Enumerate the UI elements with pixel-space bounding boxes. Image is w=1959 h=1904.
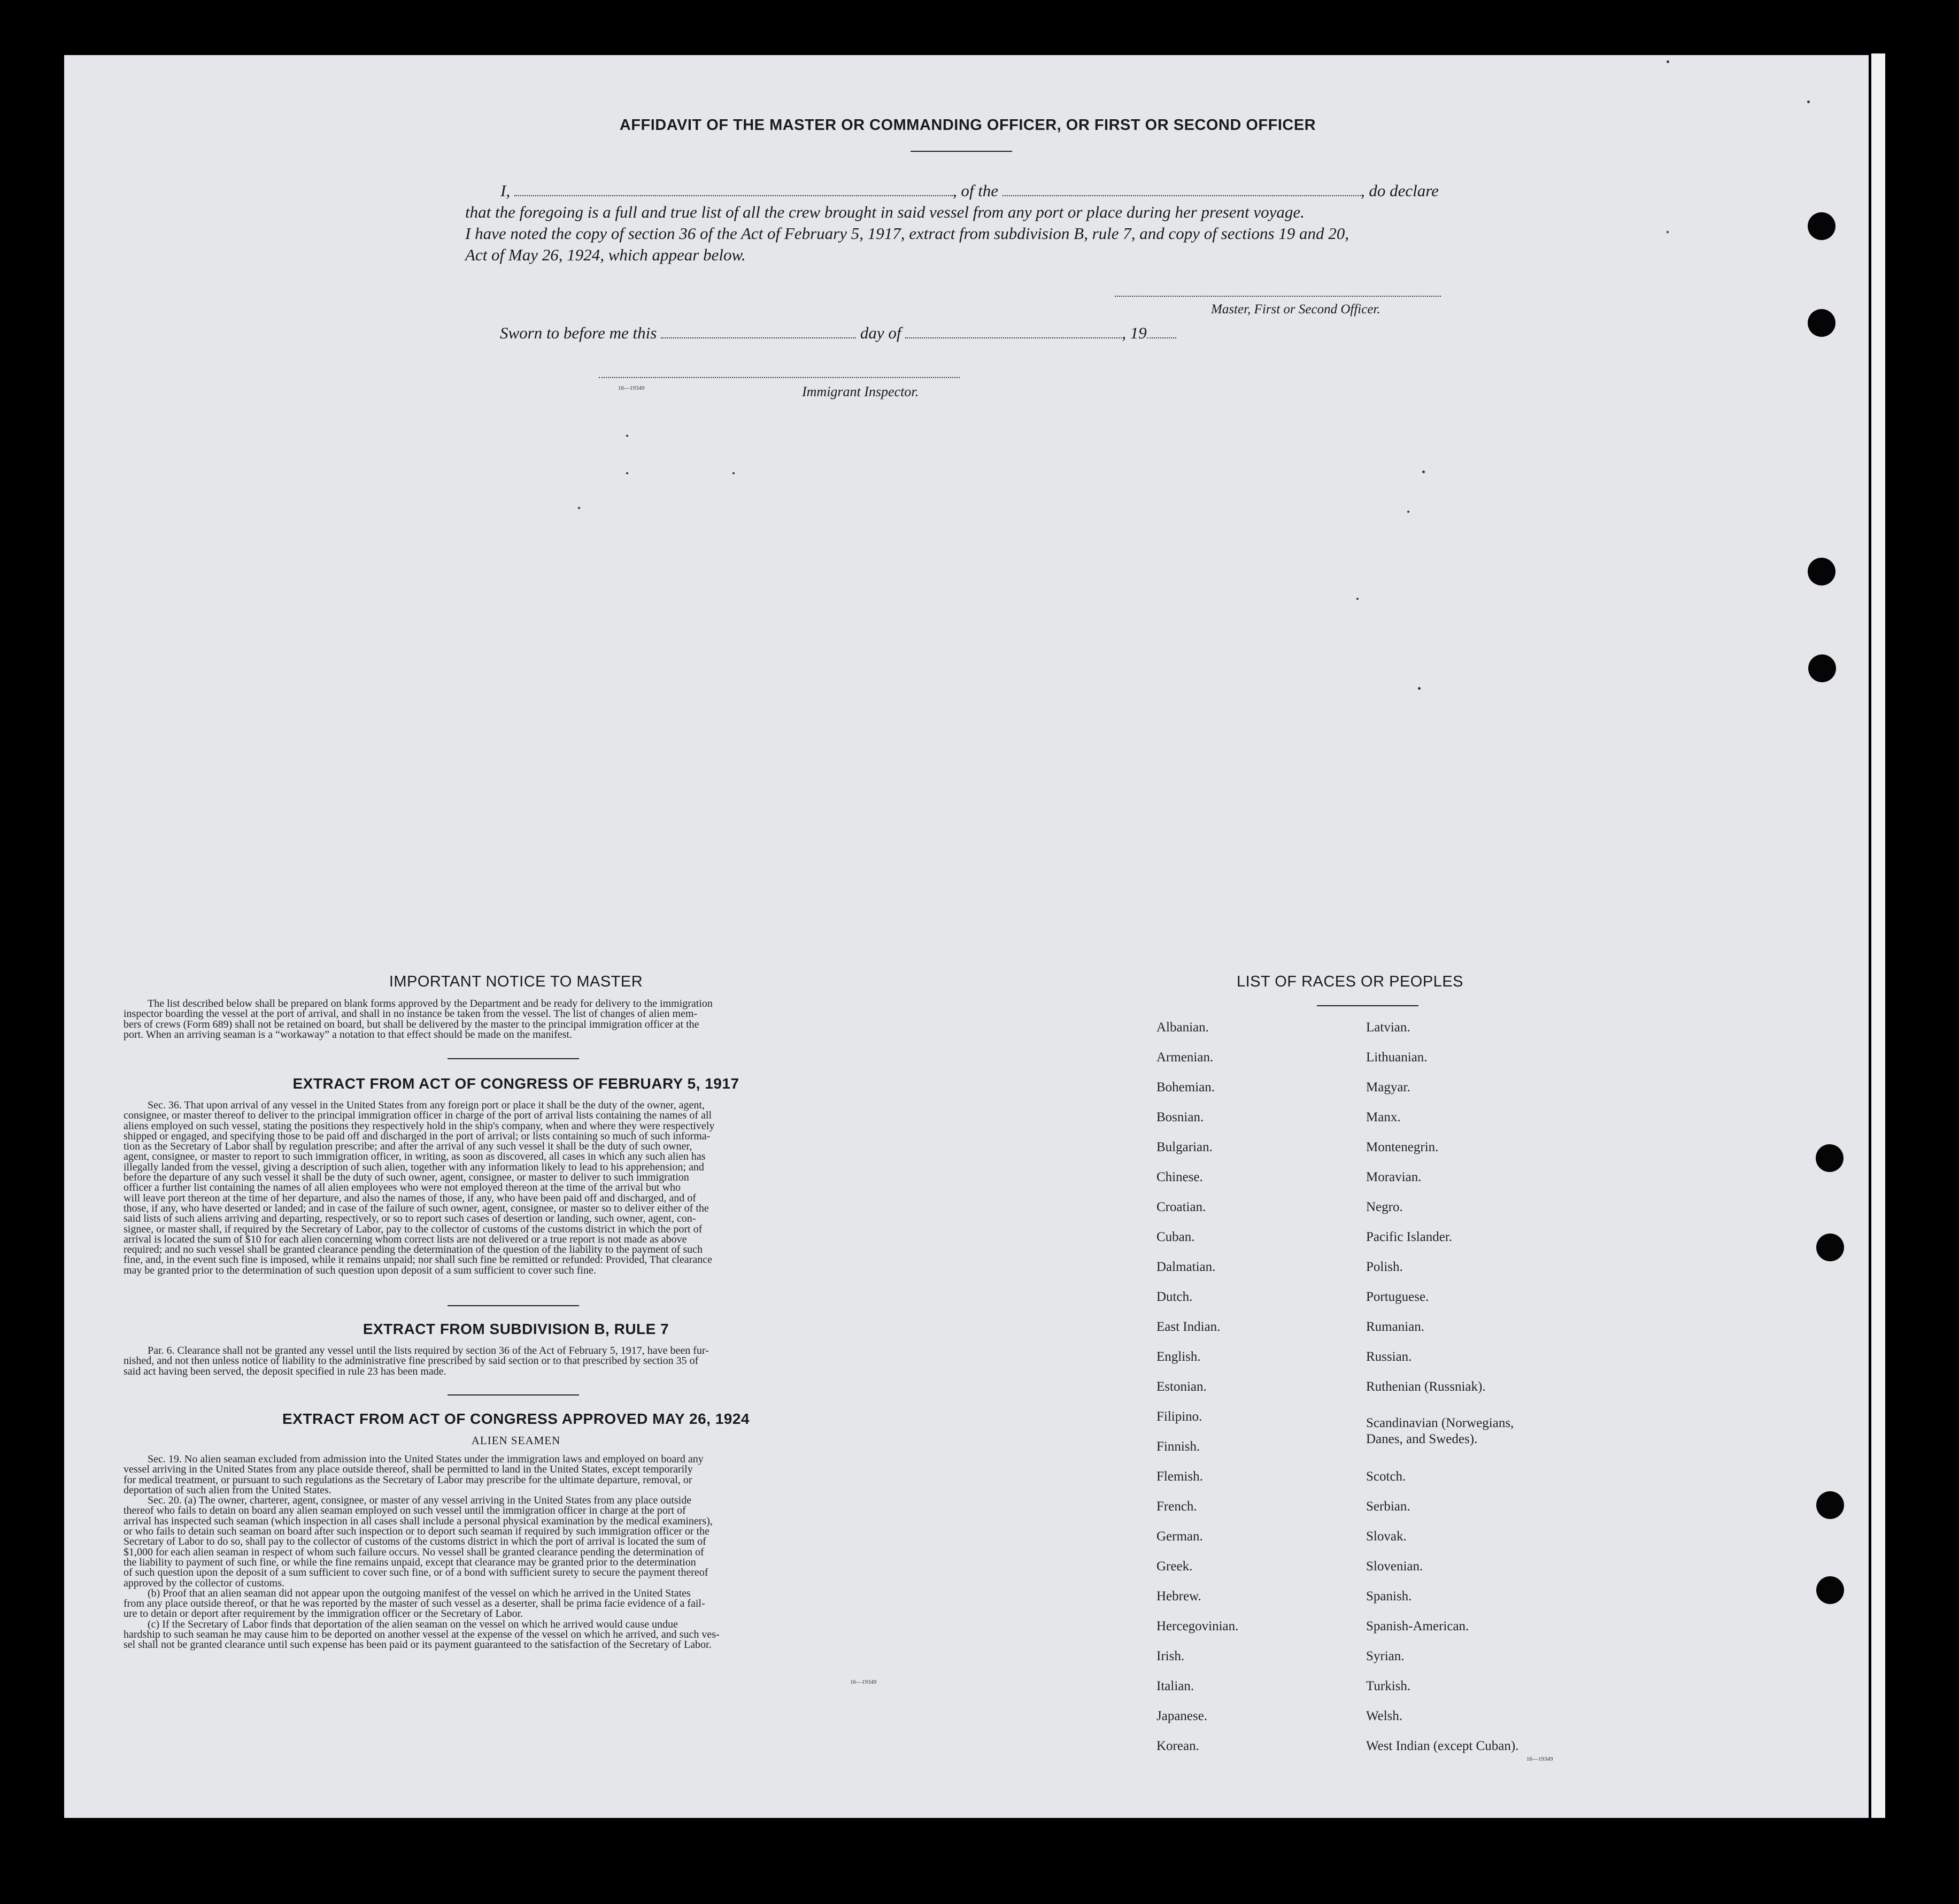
rule-7-line: nished, and not then unless notice of liability to the administrative fine prescribed by said section or to that prescribed by section 35 of (124, 1355, 699, 1367)
extract-1924-line: Sec. 20. (a) The owner, charterer, agent, consignee, or master of any vessel arriving in the United States from any place outside (148, 1494, 692, 1507)
race-item: Dutch. (1156, 1290, 1193, 1304)
notice-title: IMPORTANT NOTICE TO MASTER (389, 973, 643, 990)
notice-line: port. When an arriving seaman is a “workaway” a notation to that effect should be made on the manifest. (124, 1028, 572, 1040)
speck (626, 435, 628, 437)
divider (448, 1305, 579, 1306)
race-item: Polish. (1366, 1260, 1403, 1274)
extract-1917-line: arrival is located the sum of $10 for each alien concerning whom correct lists are not delivered or a true report is not made as above (124, 1233, 687, 1245)
race-item: Hercegovinian. (1156, 1619, 1239, 1633)
rule-7-title: EXTRACT FROM SUBDIVISION B, RULE 7 (363, 1321, 669, 1337)
race-item: Ruthenian (Russniak). (1366, 1379, 1486, 1394)
affidavit-declare: , do declare (1360, 181, 1439, 200)
divider (448, 1394, 579, 1396)
affidavit-line-4: Act of May 26, 1924, which appear below. (465, 245, 746, 264)
race-item: Korean. (1156, 1739, 1199, 1753)
speck (626, 472, 628, 474)
races-title: LIST OF RACES OR PEOPLES (1236, 973, 1464, 990)
extract-1917-line: before the departure of any such vessel it shall be the duty of such owner, agent, consignee, or master to deliver to such immigration (124, 1171, 689, 1184)
sworn-label: Sworn to before me this (500, 323, 657, 342)
speck (1667, 60, 1669, 63)
extract-1924-line: vessel arriving in the United States from any place outside thereof, shall be permitted to land in the United States, except temporarily (124, 1463, 693, 1476)
race-item: Russian. (1366, 1350, 1412, 1364)
master-signature-label: Master, First or Second Officer. (1211, 302, 1380, 317)
punch-hole (1816, 1144, 1844, 1172)
extract-1924-line: for medical treatment, or pursuant to such regulations as the Secretary of Labor may prescribe for the ultimate departure, removal, or (124, 1474, 692, 1486)
race-item: Turkish. (1366, 1679, 1411, 1693)
punch-hole (1816, 1576, 1844, 1604)
sworn-day-of: day of (860, 323, 901, 342)
sworn-line (500, 322, 1302, 344)
race-item: Irish. (1156, 1649, 1185, 1663)
extract-1917-line: will leave port thereon at the time of her departure, and also the names of those, if any, who have been paid off and discharged, and of (124, 1192, 696, 1204)
notice-line: bers of crews (Form 689) shall not be retained on board, but shall be delivered by the master to the principal immigration officer at the (124, 1018, 699, 1030)
race-item: Bulgarian. (1156, 1140, 1213, 1154)
form-number: 16—19349 (850, 1679, 877, 1685)
extract-1924-line: from any place outside thereof, or that he was reported by the master of such vessel as a deserter, shall be prima facie evidence of a fail- (124, 1598, 705, 1610)
sworn-day-field[interactable] (661, 337, 856, 338)
extract-1924-line: or who fails to detain such seaman on board after such inspection or to deport such seaman if required by such immigration officer or the (124, 1525, 709, 1538)
punch-hole (1816, 1491, 1844, 1519)
race-item: Japanese. (1156, 1709, 1208, 1723)
divider (448, 1058, 579, 1059)
punch-hole (1808, 654, 1836, 682)
extract-1924-line: Secretary of Labor to do so, shall pay to the collector of customs of the customs district in which the port of arrival is located the sum of (124, 1536, 706, 1548)
race-item: Greek. (1156, 1559, 1193, 1574)
race-item: Estonian. (1156, 1379, 1207, 1394)
race-item: English. (1156, 1350, 1201, 1364)
notice-text (124, 999, 903, 1040)
race-item: Syrian. (1366, 1649, 1405, 1663)
race-item: Danes, and Swedes). (1366, 1432, 1478, 1446)
extract-1924-line: (c) If the Secretary of Labor finds that deportation of the alien seaman on the vessel on which he arrived would cause undue (148, 1618, 678, 1630)
race-item: German. (1156, 1529, 1203, 1544)
vessel-field[interactable] (1002, 195, 1361, 196)
extract-1924-line: the liability to payment of such fine, or while the fine remains unpaid, except that clearance may be granted prior to the determination (124, 1556, 696, 1568)
extract-1924-line: thereof who fails to detain on board any alien seaman employed on such vessel until the immigration officer in charge at the port of (124, 1505, 686, 1517)
punch-hole (1808, 558, 1835, 585)
form-number: 16—19349 (618, 385, 645, 391)
race-item: Finnish. (1156, 1439, 1200, 1454)
extract-1924-line: Sec. 19. No alien seaman excluded from admission into the United States under the immigration laws and employed on board any (148, 1453, 704, 1465)
extract-1924-line: of such question upon the deposit of a sum sufficient to cover such fine, or of a bond with sufficient surety to secure the payment thereof (124, 1567, 708, 1579)
sworn-year-field[interactable] (1147, 337, 1176, 338)
sworn-month-field[interactable] (905, 337, 1122, 338)
extract-1924-line: deportation of such alien from the United States. (124, 1484, 331, 1496)
extract-1917-line: said lists of such aliens arriving and departing, respectively, or so to report such cases of desertion or landing, such owner, agent, con- (124, 1213, 696, 1225)
race-item: Italian. (1156, 1679, 1194, 1693)
extract-1917-line: fine, and, in the event such fine is imposed, while it remains unpaid; nor shall such fine be remitted or refunded: Provided, That clearance (124, 1254, 712, 1266)
race-item: Lithuanian. (1366, 1050, 1428, 1065)
race-item: Welsh. (1366, 1709, 1403, 1723)
extract-1924-line: hardship to such seaman he may cause him to be deported on another vessel at the expense of the vessel on which he arrived, and such ves- (124, 1629, 720, 1641)
race-item: Montenegrin. (1366, 1140, 1439, 1154)
rule-7-line: said act having been served, the deposit specified in rule 23 has been made. (124, 1365, 446, 1377)
divider (1317, 1005, 1418, 1006)
race-item: Negro. (1366, 1200, 1403, 1214)
extract-1917-line: tion as the Secretary of Labor shall by regulation prescribe; and after the arrival of any such vessel it shall be the duty of such owner, (124, 1140, 692, 1153)
speck (1807, 101, 1810, 103)
name-field[interactable] (514, 195, 953, 196)
race-item: Serbian. (1366, 1499, 1410, 1514)
race-item: Scotch. (1366, 1469, 1406, 1484)
rule-7-text (124, 1346, 903, 1377)
affidavit-line-3: I have noted the copy of section 36 of the Act of February 5, 1917, extract from subdivision B, rule 7, and copy of sections 19 and 20, (465, 224, 1349, 243)
race-item: Spanish. (1366, 1589, 1412, 1604)
page-edge (1871, 53, 1885, 1818)
form-number: 16—19349 (1526, 1756, 1553, 1762)
affidavit-title: AFFIDAVIT OF THE MASTER OR COMMANDING OFFICER, OR FIRST OR SECOND OFFICER (619, 117, 1316, 134)
race-item: Spanish-American. (1366, 1619, 1469, 1633)
race-item: Scandinavian (Norwegians, (1366, 1416, 1514, 1430)
sworn-year-prefix: , 19 (1122, 323, 1147, 342)
extract-1924-line: ure to detain or deport after requirement by the immigration officer or the Secretary of Labor. (124, 1608, 523, 1620)
punch-hole (1816, 1234, 1844, 1261)
race-item: Albanian. (1156, 1020, 1209, 1035)
race-item: Manx. (1366, 1110, 1401, 1124)
race-item: Hebrew. (1156, 1589, 1201, 1604)
race-item: Moravian. (1366, 1170, 1422, 1184)
rule-7-line: Par. 6. Clearance shall not be granted any vessel until the lists required by section 36 of the Act of February 5, 1917, have been fur- (148, 1345, 709, 1356)
race-item: Latvian. (1366, 1020, 1410, 1035)
race-item: Flemish. (1156, 1469, 1203, 1484)
extract-1917-line: required; and no such vessel shall be granted clearance pending the determination of the question of the liability to the payment of such (124, 1244, 703, 1256)
extract-1917-line: consignee, or master thereof to deliver to the principal immigration officer in charge of the port of arrival lists containing the names of all (124, 1109, 712, 1122)
extract-1924-line: arrival has inspected such seaman (which inspection in all cases shall include a personal physical examination by the medical examiners), (124, 1515, 713, 1527)
race-item: Dalmatian. (1156, 1260, 1216, 1274)
extract-1917-line: aliens employed on such vessel, stating the positions they respectively hold in the ship's company, when and where they were respectively (124, 1120, 715, 1132)
race-item: Filipino. (1156, 1409, 1202, 1424)
inspector-label: Immigrant Inspector. (802, 384, 919, 399)
extract-1917-line: agent, consignee, or master to report to such immigration officer, in writing, as soon as discovered, all cases in which any such alien has (124, 1151, 706, 1163)
extract-1917-line: may be granted prior to the determination of such question upon deposit of a sum sufficient to cover such fine. (124, 1264, 596, 1276)
race-item: Slovak. (1366, 1529, 1407, 1544)
extract-1917-title: EXTRACT FROM ACT OF CONGRESS OF FEBRUARY 5, 1917 (292, 1075, 739, 1092)
speck (1407, 511, 1409, 513)
extract-1924-line: sel shall not be granted clearance until such expense has been paid or its payment guaranteed to the satisfaction of the Secretary of Labor. (124, 1639, 712, 1651)
race-item: Cuban. (1156, 1230, 1195, 1244)
extract-1924-text (124, 1454, 903, 1651)
extract-1917-line: signee, or master shall, if required by the Secretary of Labor, pay to the collector of customs of the customs district in which the port of (124, 1223, 703, 1235)
speck (1356, 598, 1359, 600)
speck (578, 507, 580, 509)
punch-hole (1808, 309, 1835, 337)
extract-1917-text (124, 1100, 903, 1276)
race-item: Pacific Islander. (1366, 1230, 1453, 1244)
extract-1924-line: approved by the collector of customs. (124, 1577, 285, 1589)
affidavit-i: I, (500, 181, 511, 200)
speck (1418, 687, 1421, 690)
speck (1422, 471, 1425, 473)
notice-line: The list described below shall be prepared on blank forms approved by the Department and be ready for delivery to the immigration (148, 998, 713, 1009)
extract-1924-line: $1,000 for each alien seaman in respect of whom such failure occurs. No vessel shall be granted clearance pending the determination of (124, 1546, 704, 1558)
race-item: Bohemian. (1156, 1080, 1215, 1094)
extract-1924-title: EXTRACT FROM ACT OF CONGRESS APPROVED MAY 26, 1924 (282, 1410, 750, 1427)
race-item: Armenian. (1156, 1050, 1214, 1065)
divider (911, 151, 1012, 152)
inspector-signature-line[interactable] (599, 377, 960, 378)
extract-1917-line: illegally landed from the vessel, giving a description of such alien, together with any information likely to lead to his apprehension; and (124, 1161, 704, 1173)
master-signature-line[interactable] (1115, 296, 1441, 297)
race-item: Portuguese. (1366, 1290, 1429, 1304)
race-item: East Indian. (1156, 1320, 1221, 1334)
race-item: Rumanian. (1366, 1320, 1425, 1334)
extract-1917-line: shipped or engaged, and specifying those to be paid off and discharged in the port of arrival; or lists containing so much of such informa- (124, 1130, 711, 1142)
race-item: Magyar. (1366, 1080, 1410, 1094)
extract-1917-line: Sec. 36. That upon arrival of any vessel in the United States from any foreign port or place it shall be the duty of the owner, agent, (148, 1099, 705, 1111)
punch-hole (1808, 212, 1835, 240)
extract-1917-line: those, if any, who have deserted or landed; and in case of the failure of such owner, agent, consignee, or master so to deliver either of the (124, 1202, 709, 1214)
extract-1917-line: officer a further list containing the names of all alien employees who were not employed thereon at the time of the arrival but who (124, 1182, 681, 1194)
affidavit-of-the: , of the (952, 181, 999, 200)
affidavit-line-1 (500, 180, 1463, 202)
race-item: Chinese. (1156, 1170, 1203, 1184)
race-item: Croatian. (1156, 1200, 1206, 1214)
race-item: Bosnian. (1156, 1110, 1204, 1124)
speck (1667, 231, 1669, 233)
race-item: West Indian (except Cuban). (1366, 1739, 1519, 1753)
affidavit-line-2: that the foregoing is a full and true list of all the crew brought in said vessel from any port or place during her present voyage. (465, 203, 1305, 221)
race-item: Slovenian. (1366, 1559, 1423, 1574)
speck (732, 472, 735, 474)
race-item: French. (1156, 1499, 1197, 1514)
extract-1924-line: (b) Proof that an alien seaman did not appear upon the outgoing manifest of the vessel on which he arrived in the United States (148, 1587, 691, 1599)
extract-1924-subtitle: ALIEN SEAMEN (471, 1434, 561, 1447)
notice-line: inspector boarding the vessel at the port of arrival, and shall in no instance be taken from the vessel. The list of changes of alien mem- (124, 1008, 698, 1020)
